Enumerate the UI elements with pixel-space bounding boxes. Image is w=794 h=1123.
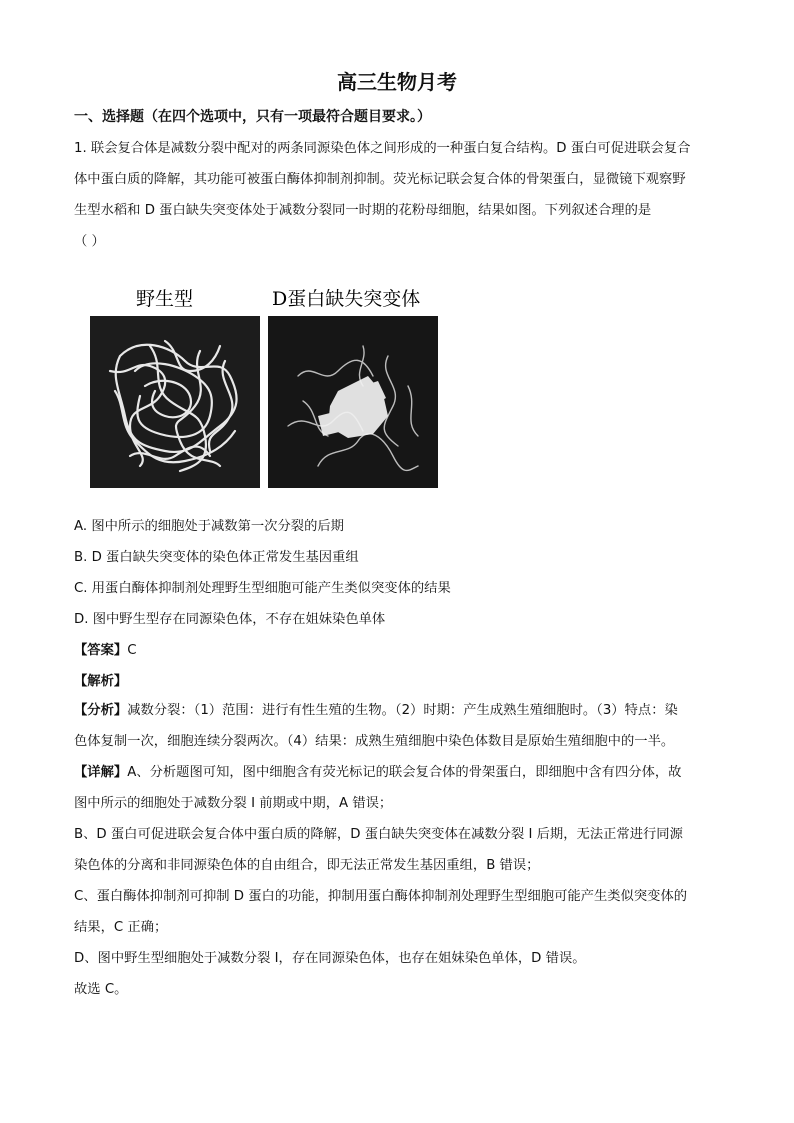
stem-line: 体中蛋白质的降解，其功能可被蛋白酶体抑制剂抑制。荧光标记联会复合体的骨架蛋白，显微镜下观察野 [74, 172, 686, 187]
answer-value: C [127, 643, 137, 658]
option-c: C. 用蛋白酶体抑制剂处理野生型细胞可能产生类似突变体的结果 [74, 581, 451, 596]
answer-label: 【答案】 [74, 643, 128, 658]
xiangjie-line: 染色体的分离和非同源染色体的自由组合，即无法正常发生基因重组，B 错误； [74, 858, 540, 873]
xiangjie-line: 故选 C。 [74, 982, 128, 997]
xiangjie-line: B、D 蛋白可促进联会复合体中蛋白质的降解，D 蛋白缺失突变体在减数分裂 I 后期，无法正常进行同源 [74, 827, 683, 842]
figure-label-mutant: D蛋白缺失突变体 [272, 288, 421, 310]
fenxi-block [74, 695, 724, 757]
xiangjie-block [74, 757, 724, 1005]
wildtype-micrograph [90, 316, 260, 488]
page-title: 高三生物月考 [337, 70, 457, 94]
xiangjie-line: C、蛋白酶体抑制剂可抑制 D 蛋白的功能，抑制用蛋白酶体抑制剂处理野生型细胞可能产生类似突变体的 [74, 889, 688, 904]
mutant-micrograph [268, 316, 438, 488]
analysis-heading: 【解析】 [74, 674, 128, 689]
section-heading: 一、选择题（在四个选项中，只有一项最符合题目要求。） [74, 109, 431, 125]
stem-line: 生型水稻和 D 蛋白缺失突变体处于减数分裂同一时期的花粉母细胞，结果如图。下列叙述合理的是 [74, 203, 652, 218]
stem-line: （ ） [74, 234, 105, 249]
fenxi-line: 减数分裂：（1）范围：进行有性生殖的生物。（2）时期：产生成熟生殖细胞时。（3）特点：染 [127, 703, 678, 718]
option-a: A. 图中所示的细胞处于减数第一次分裂的后期 [74, 519, 344, 534]
stem-line: 1. 联会复合体是减数分裂中配对的两条同源染色体之间形成的一种蛋白复合结构。D 蛋白可促进联会复合 [74, 141, 691, 156]
xiangjie-line: 结果，C 正确； [74, 920, 168, 935]
xiangjie-label: 【详解】 [74, 765, 128, 780]
fenxi-label: 【分析】 [74, 703, 128, 718]
xiangjie-line: A、分析题图可知，图中细胞含有荧光标记的联会复合体的骨架蛋白，即细胞中含有四分体，故 [127, 765, 682, 780]
option-b: B. D 蛋白缺失突变体的染色体正常发生基因重组 [74, 550, 359, 565]
xiangjie-line: D、图中野生型细胞处于减数分裂 I，存在同源染色体，也存在姐妹染色单体，D 错误。 [74, 951, 586, 966]
question-stem [74, 133, 724, 257]
fenxi-line: 色体复制一次，细胞连续分裂两次。（4）结果：成熟生殖细胞中染色体数目是原始生殖细胞中的一半。 [74, 734, 675, 749]
answer-line [74, 639, 136, 658]
xiangjie-line: 图中所示的细胞处于减数分裂 I 前期或中期，A 错误； [74, 796, 393, 811]
figure-label-wildtype: 野生型 [136, 288, 194, 310]
option-d: D. 图中野生型存在同源染色体，不存在姐妹染色单体 [74, 612, 386, 627]
micrograph-figure [90, 280, 440, 490]
